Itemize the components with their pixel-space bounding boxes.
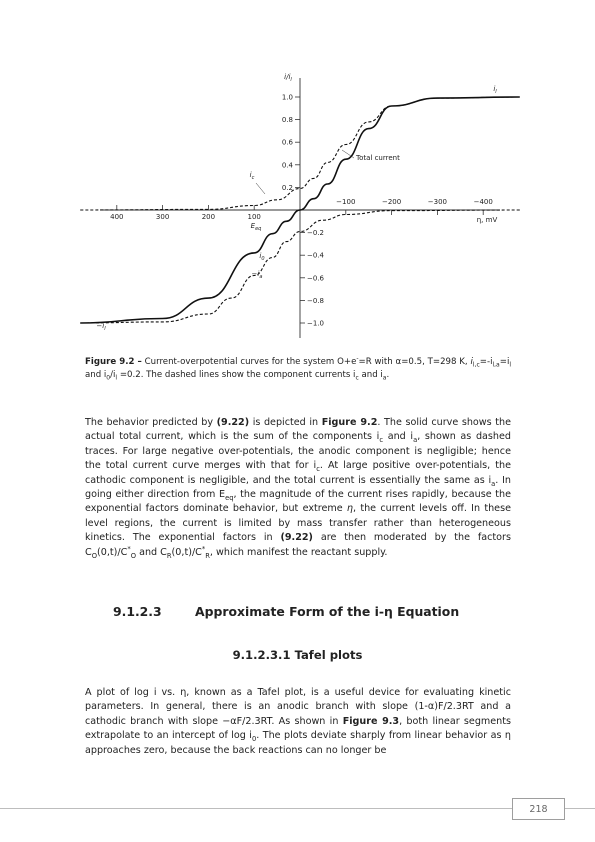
y-tick-label: −0.4 [307,251,324,260]
label-eeq: $E_{eq}$ [250,222,262,232]
label-ic-leader [256,183,265,194]
figure-9-2 [0,0,595,345]
caption-text-8: =0.2. The dashed lines show the component currents i [119,370,356,380]
paragraph-tafel: A plot of log i vs. η, known as a Tafel plot, is a useful device for evaluating kinetic parameters. In general, there is an anodic branch with slope (1-α)F/2.3RT and a cathodic branch with slope −αF/2.3RT. As shown in Figure 9.3, both linear segments extrapolate to an intercept of $\log i_0$. The plots deviate sharply from linear behavior as η approaches zero, because the back reactions can no longer be [85,687,512,756]
y-axis-label-sub: l [290,77,292,83]
y-tick-label: 0.4 [281,161,293,170]
y-tick-label: −0.6 [307,274,324,283]
label-ia: $-i_a$ [251,270,263,280]
caption-text-1: Current-overpotential curves for the system O+e [144,357,357,367]
label-ic: $i_c$ [249,171,255,181]
caption-text-5: =i [499,357,510,367]
x-tick-label: 100 [247,213,261,221]
y-tick-label: −0.2 [307,229,324,238]
section-title: Approximate Form of the i-η Equation [195,604,460,619]
label-i0-sub: 0 [261,256,265,262]
label-ia-sub: a [259,274,263,280]
label-il: $i_l$ [493,85,497,95]
y-tick-label: −0.8 [307,296,324,305]
label-ic-sub: c [251,175,255,181]
label-neg-il-sub: l [104,326,106,332]
label-total-current: Total current [356,154,400,162]
x-tick-label: 200 [201,213,216,221]
caption-text-9: and i [361,370,383,380]
paragraph-behavior: The behavior predicted by (9.22) is depicted in Figure 9.2. The solid curve shows the actual total current, which is the sum of the components $i_c$ and $i_a$, shown as dashed traces. For large negative over-potentials, the anodic component is negligible; hence the total current curve merges with that for $i_c$. At large positive over-potentials, the cathodic component is negligible, and the total current is essentially the same as $i_a$. In going either direction from $E_{eq}$, the magnitude of the current rises rapidly, because the exponential factors dominate behavior, but extreme η, the current levels off. In these level regions, the current is limited by mass transfer rather than heterogeneous kinetics. The exponential factors in (9.22) are then moderated by the factors $C_O(0,t)/C^*_O$ and $C_R(0,t)/C^*_R$, which manifest the reactant supply. [85,417,511,560]
footer-rule [0,808,595,809]
y-tick-label: 0.2 [281,183,293,192]
label-il-sub: l [495,89,497,95]
subsection-heading: 9.1.2.3.1 Tafel plots [232,648,363,662]
ref-eq-9-22-b[interactable]: (9.22) [280,532,313,544]
label-i0: $i_0$ [259,252,265,262]
figure-caption: Figure 9.2 – Current-overpotential curves for the system O+e-=R with α=0.5, T=298 K, $i_{l,c}=-i_{l,a}=i_l$ and $i_0/i_l =0.2$. The dashed lines show the component currents $i_c$ and $i_a$. [85,355,512,382]
x-tick-label: −100 [336,198,356,206]
ref-figure-9-3[interactable]: Figure 9.3 [342,715,400,727]
label-neg-il: $-i_l$ [96,322,106,332]
caption-text-6: and i [85,370,107,380]
page-number: 218 [512,798,565,820]
caption-text-3: i [470,357,473,367]
x-tick-label: −200 [381,198,402,206]
y-tick-label: 0.8 [281,116,293,125]
y-tick-label: 1.0 [281,93,293,102]
caption-text-4: =-i [479,357,493,367]
section-number: 9.1.2.3 [113,604,162,619]
ref-figure-9-2[interactable]: Figure 9.2 [321,417,378,428]
caption-label: Figure 9.2 – [85,357,142,367]
caption-text-7: /i [110,370,116,380]
caption-text-2: =R with α=0.5, T=298 K, [358,357,468,367]
ref-eq-9-22[interactable]: (9.22) [216,417,250,428]
x-tick-label: 300 [155,213,170,221]
x-tick-label: −300 [427,198,448,206]
x-axis-label: η, mV [476,216,498,224]
x-tick-label: −400 [473,198,493,206]
y-tick-label: −1.0 [307,319,324,328]
section-heading [113,604,459,619]
x-tick-label: 400 [110,213,124,221]
chart-axes [100,78,500,338]
y-tick-label: 0.6 [281,138,293,147]
y-axis-label: $i/i_l$ [284,73,292,83]
label-eeq-sub: eq [255,226,262,232]
